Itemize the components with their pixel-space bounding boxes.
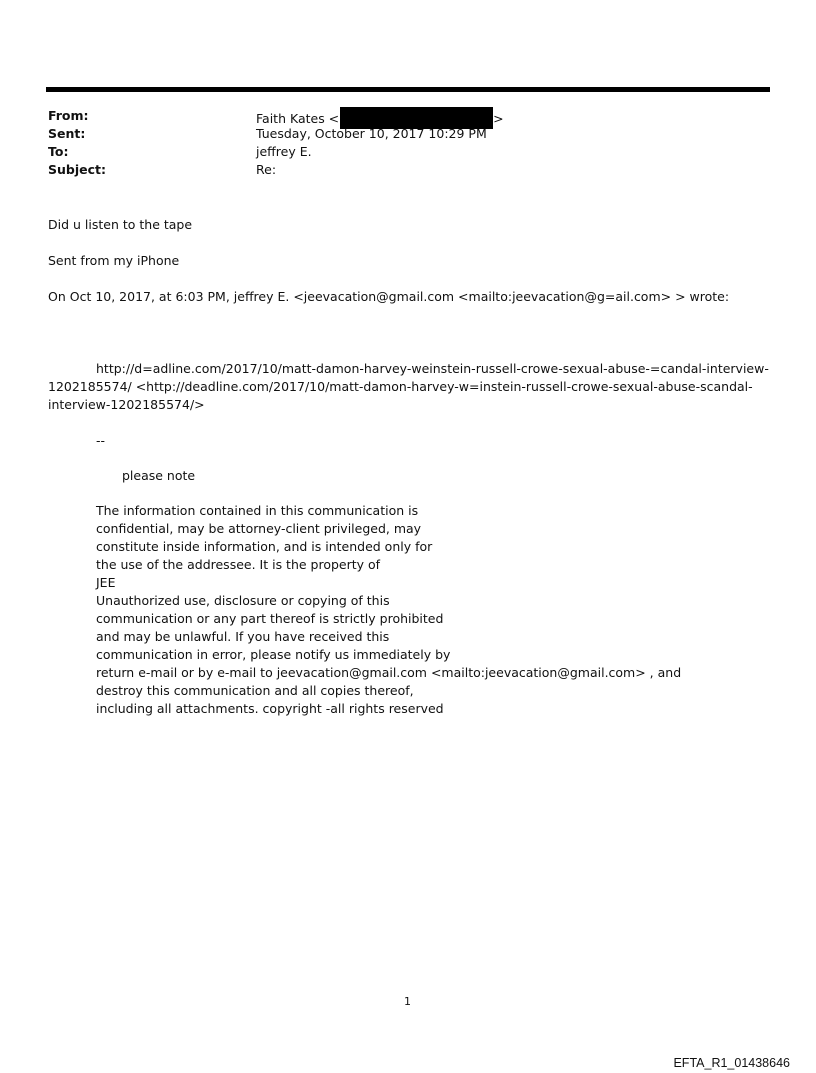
- disclaimer-line: The information contained in this communication is: [96, 503, 419, 518]
- disclaimer-line: and may be unlawful. If you have received this: [96, 629, 390, 644]
- to-label: To:: [48, 144, 69, 159]
- document-id: EFTA_R1_01438646: [673, 1056, 790, 1070]
- to-row: [48, 143, 728, 161]
- url-line: http://d=adline.com/2017/10/matt-damon-harvey-weinstein-russell-crowe-sexual-abuse-=candal-interview-: [96, 361, 769, 376]
- disclaimer-line: communication or any part thereof is strictly prohibited: [96, 611, 444, 626]
- disclaimer-block: [96, 502, 681, 718]
- please-note: please note: [122, 468, 196, 483]
- disclaimer-line: communication in error, please notify us immediately by: [96, 647, 451, 662]
- from-label: From:: [48, 108, 89, 123]
- subject-row: [48, 161, 728, 179]
- body-line-quote-intro: On Oct 10, 2017, at 6:03 PM, jeffrey E. <jeevacation@gmail.com <mailto:jeevacation@g=ail.com> > wrote:: [48, 289, 730, 304]
- disclaimer-line: confidential, may be attorney-client privileged, may: [96, 521, 422, 536]
- disclaimer-line: including all attachments. copyright -all rights reserved: [96, 701, 444, 716]
- url-line: interview-1202185574/>: [48, 397, 205, 412]
- subject-label: Subject:: [48, 162, 106, 177]
- from-row: [48, 107, 728, 125]
- sent-value: Tuesday, October 10, 2017 10:29 PM: [256, 126, 487, 141]
- from-name: Faith Kates <: [256, 111, 340, 126]
- header-divider: [46, 87, 770, 92]
- sent-row: [48, 125, 728, 143]
- to-value: jeffrey E.: [256, 144, 312, 159]
- disclaimer-line: return e-mail or by e-mail to jeevacation@gmail.com <mailto:jeevacation@gmail.com> , and: [96, 665, 682, 680]
- disclaimer-line: Unauthorized use, disclosure or copying of this: [96, 593, 390, 608]
- url-line: 1202185574/ <http://deadline.com/2017/10/matt-damon-harvey-w=instein-russell-crowe-sexual-abuse-scandal-: [48, 379, 753, 394]
- body-line-question: Did u listen to the tape: [48, 217, 193, 232]
- sent-label: Sent:: [48, 126, 86, 141]
- disclaimer-line: JEE: [96, 575, 116, 590]
- quoted-url-block: [48, 360, 769, 414]
- page-number: 1: [404, 995, 411, 1008]
- disclaimer-line: the use of the addressee. It is the property of: [96, 557, 381, 572]
- disclaimer-line: constitute inside information, and is intended only for: [96, 539, 433, 554]
- subject-value: Re:: [256, 162, 277, 177]
- from-close: >: [493, 111, 504, 126]
- signature-separator: --: [96, 433, 106, 448]
- email-header: [48, 107, 728, 179]
- disclaimer-line: destroy this communication and all copies thereof,: [96, 683, 414, 698]
- body-line-signature: Sent from my iPhone: [48, 253, 180, 268]
